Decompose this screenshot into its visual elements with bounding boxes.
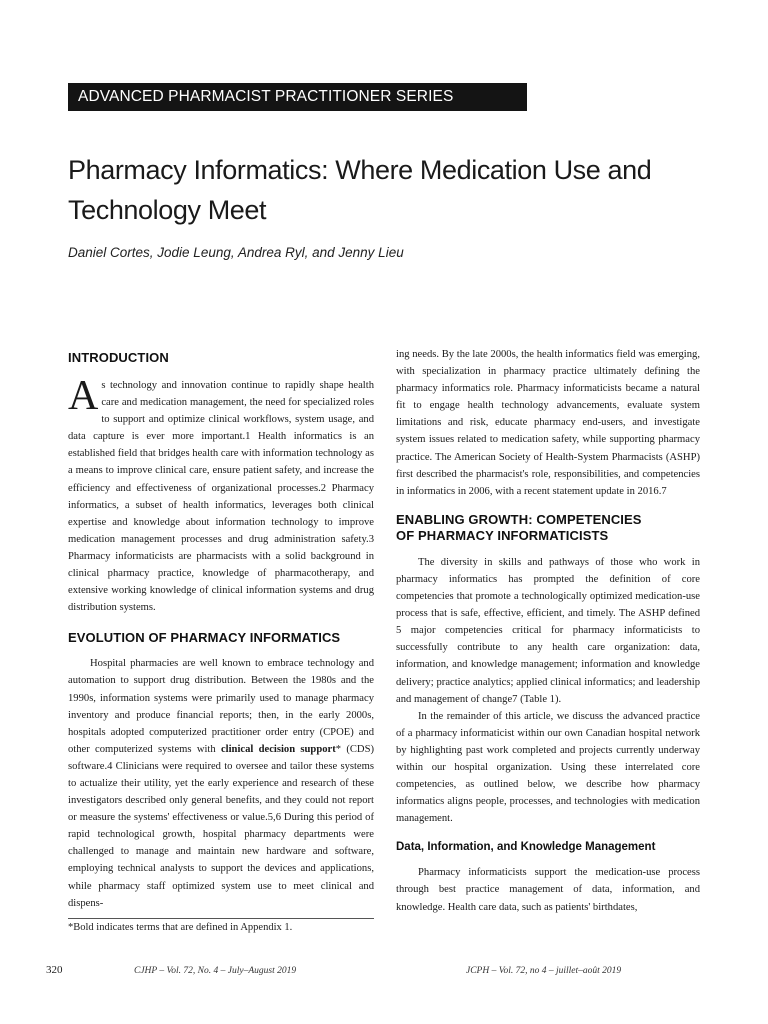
introduction-paragraph xyxy=(68,373,374,616)
evolution-heading: EVOLUTION OF PHARMACY INFORMATICS xyxy=(68,630,341,646)
evolution-text-end: * (CDS) software.4 Clinicians were required to oversee and tailor these systems to actualize their utility, yet the early experience and research of these investigators described only general benefits, and they could not report or measure the systems' effectiveness or value.5,6 During this period of rapid technological growth, hospital pharmacy departments were challenged to manage and maintain new hardware and software, employing technical analysts to support the devices and applications, while pharmacy staff optimized system use to meet clinical and dispens- xyxy=(68,743,375,909)
footnote-divider xyxy=(68,918,374,919)
data-management-paragraph: Pharmacy informaticists support the medication-use process through best practice management of data, information, and knowledge. Health care data, such as patients' birthdates, xyxy=(396,867,700,913)
page-number: 320 xyxy=(46,964,63,976)
footer-citation-french: JCPH – Vol. 72, no 4 – juillet–août 2019 xyxy=(466,966,622,976)
article-title: Pharmacy Informatics: Where Medication Use and Technology Meet xyxy=(68,155,652,225)
enabling-heading-line-2: OF PHARMACY INFORMATICISTS xyxy=(396,527,609,543)
left-column xyxy=(68,350,374,912)
enabling-growth-heading xyxy=(396,512,700,544)
defined-term-clinical-decision-support: clinical decision support xyxy=(220,743,336,755)
footer-citation-english: CJHP – Vol. 72, No. 4 – July–August 2019 xyxy=(134,966,297,976)
footnote: *Bold indicates terms that are defined in Appendix 1. xyxy=(68,922,293,933)
enabling-paragraph-2: In the remainder of this article, we discuss the advanced practice of a pharmacy informaticist within our own Canadian hospital network by highlighting past work completed and projects currently underway within our hospital organization. Using these interrelated core competencies, as outlined below, we describe how pharmacy informatics aligns people, processes, and technologies with medication management. xyxy=(396,710,700,825)
drop-cap: A xyxy=(68,373,99,419)
introduction-text: s technology and innovation continue to rapidly shape health care and medication management, the need for specialized roles to support and optimize clinical workflows, system usage, and data capture is ever more important.1 Health informatics is an established field that bridges health care with information technology as a means to improve clinical care, ensure patient safety, and increase the efficiency and effectiveness of organizational processes.2 Pharmacy informatics, a subset of health informatics, leverages both clinical expertise and knowledge about information technology to improve medication management processes and drug administration safety.3 Pharmacy informaticists are pharmacists with a solid background in clinical pharmacy practice, knowledge of pharmacotherapy, and extensive working knowledge of clinical information systems and drug distribution systems. xyxy=(68,380,374,614)
evolution-text-start: Hospital pharmacies are well known to embrace technology and automation to support drug distribution. Between the 1980s and the 1990s, information systems were primarily used to manage pharmacy inventory and produce financial reports; then, in the early 2000s, hospitals adopted computerized practitioner order entry (CPOE) and other computerized systems with xyxy=(68,658,374,755)
series-banner: ADVANCED PHARMACIST PRACTITIONER SERIES xyxy=(68,83,527,111)
data-information-knowledge-heading: Data, Information, and Knowledge Management xyxy=(396,841,656,854)
introduction-heading: INTRODUCTION xyxy=(68,350,169,365)
enabling-paragraph-1: The diversity in skills and pathways of those who work in pharmacy informatics has prompted the definition of core competencies that promote a technologically optimized medication-use process that is safe, effective, efficient, and timely. The ASHP defined 5 major competencies critical for pharmacy informaticists to successfully contribute to any health care organization: data, information, and knowledge management; information and knowledge delivery; practice analytics; applied clinical informatics; and leadership and management of change7 (Table 1). xyxy=(396,556,700,705)
evolution-continued-paragraph: ing needs. By the late 2000s, the health informatics field was emerging, with specialization in pharmacy practice ultimately defining the pharmacy informatics role. Pharmacy informaticists became a natural fit to engage health technology advancements, evaluate system limitations and risk, educate pharmacy end-users, and investigate system issues related to medication safety, while supporting pharmacy practice. The American Society of Health-System Pharmacists (ASHP) first described the pharmacist's role, responsibilities, and competencies in informatics in 2006, with a recent statement update in 2016.7 xyxy=(396,349,700,497)
right-column xyxy=(396,346,700,916)
evolution-paragraph xyxy=(68,655,374,911)
enabling-heading-line-1: ENABLING GROWTH: COMPETENCIES xyxy=(396,511,642,527)
author-list: Daniel Cortes, Jodie Leung, Andrea Ryl, and Jenny Lieu xyxy=(68,245,404,260)
